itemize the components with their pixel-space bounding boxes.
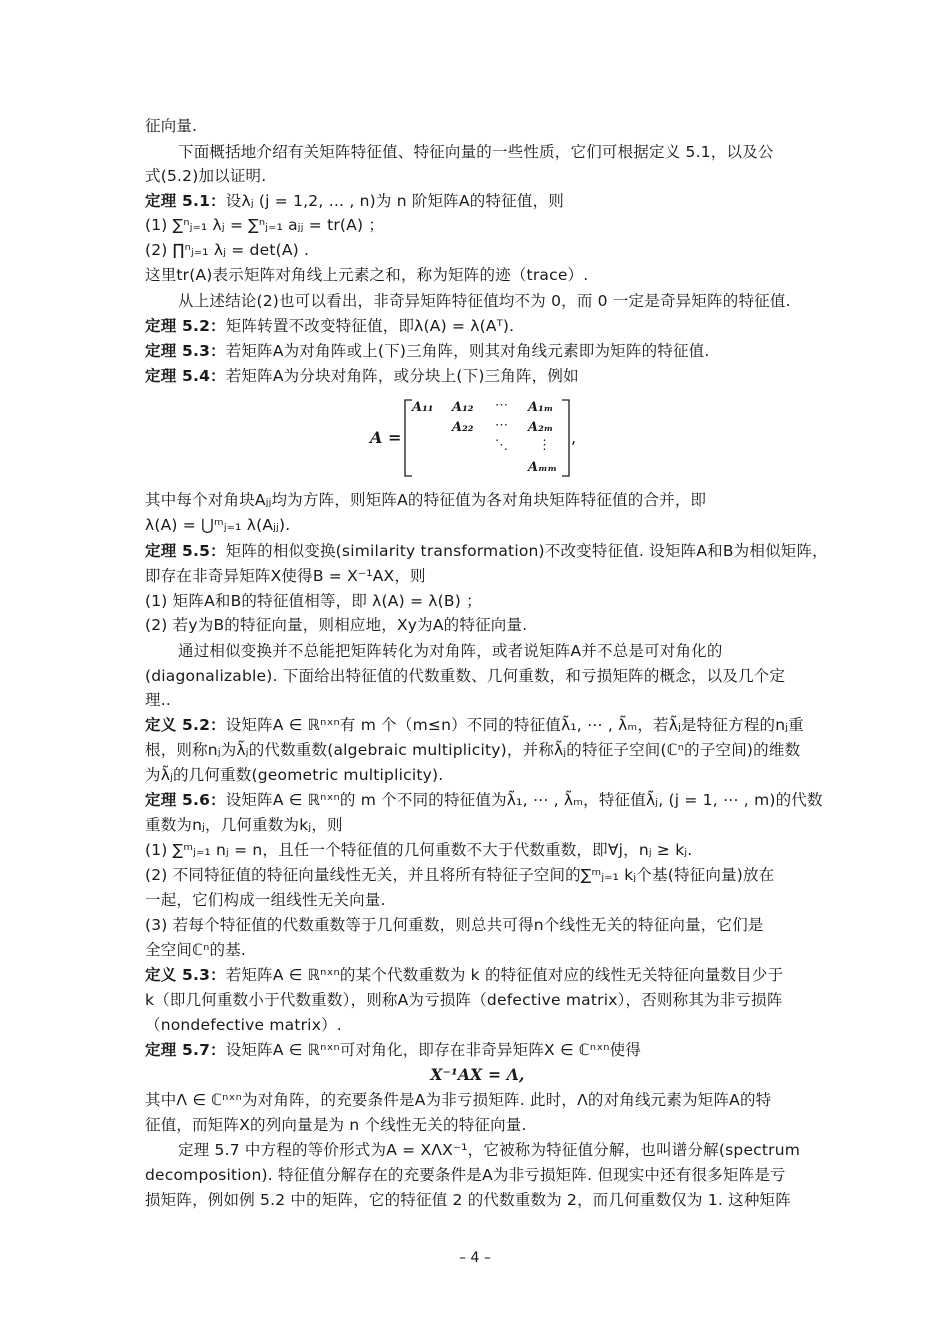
text-line: (2) 若y为B的特征向量，则相应地，Xy为A的特征向量.: [145, 616, 528, 634]
label-heading: 定义 5.3：: [145, 966, 226, 984]
text-line: (2) 不同特征值的特征向量线性无关，并且将所有特征子空间的∑ᵐⱼ₌₁ kⱼ个基(特征向量)放在: [145, 866, 775, 884]
matrix-comma: ,: [571, 428, 577, 447]
theorem-5-3: 定理 5.3：若矩阵A为对角阵或上(下)三角阵，则其对角线元素即为矩阵的特征值.: [145, 342, 710, 360]
text-line: (1) 矩阵A和B的特征值相等，即 λ(A) = λ(B) ；: [145, 592, 482, 610]
text-line: 其中每个对角块Aⱼⱼ均为方阵，则矩阵A的特征值为各对角块矩阵特征值的合并，即: [145, 491, 707, 509]
matrix-cell: A₁ₘ: [528, 400, 554, 415]
matrix-cell: A₂ₘ: [528, 420, 554, 435]
text-line: 其中Λ ∈ ℂⁿˣⁿ为对角阵，的充要条件是A为非亏损矩阵. 此时，Λ的对角线元素为矩阵A的特: [145, 1091, 772, 1109]
text-line: 全空间ℂⁿ的基.: [145, 941, 247, 959]
text-line: (1) ∑ᵐⱼ₌₁ nⱼ = n，且任一个特征值的几何重数不大于代数重数，即∀j，nⱼ ≥ kⱼ.: [145, 841, 693, 859]
text-line: 式(5.2)加以证明.: [145, 167, 267, 185]
text-line: 征向量.: [145, 117, 198, 135]
text-line: 即存在非奇异矩阵X使得B = X⁻¹AX，则: [145, 567, 426, 585]
label-heading: 定理 5.1：: [145, 192, 226, 210]
text-line: k（即几何重数小于代数重数），则称A为亏损阵（defective matrix），否则称其为非亏损阵: [145, 991, 783, 1009]
text-line: (diagonalizable). 下面给出特征值的代数重数、几何重数，和亏损矩阵的概念，以及几个定: [145, 667, 786, 685]
matrix-cell: ⋱: [495, 438, 508, 453]
text-line: 根，则称nⱼ为λ̃ⱼ的代数重数(algebraic multiplicity)，并称λ̃ⱼ的特征子空间(ℂⁿ的子空间)的维数: [145, 741, 801, 759]
matrix-cell: ⋯: [495, 418, 508, 433]
text-line: λ(A) = ⋃ᵐⱼ₌₁ λ(Aⱼⱼ).: [145, 516, 291, 534]
matrix-cell: Aₘₘ: [528, 460, 558, 475]
theorem-5-2: 定理 5.2：矩阵转置不改变特征值，即λ(A) = λ(Aᵀ).: [145, 317, 515, 335]
theorem-5-4: 定理 5.4：若矩阵A为分块对角阵，或分块上(下)三角阵，例如: [145, 367, 579, 385]
text-line: 通过相似变换并不总能把矩阵转化为对角阵，或者说矩阵A并不总是可对角化的: [178, 642, 723, 660]
text-line: 理..: [145, 691, 171, 709]
matrix-cell: ⋮: [538, 438, 551, 453]
label-heading: 定理 5.5：: [145, 542, 226, 560]
text-line: 为λ̃ⱼ的几何重数(geometric multiplicity).: [145, 766, 444, 784]
definition-5-2: 定义 5.2：设矩阵A ∈ ℝⁿˣⁿ有 m 个（m≤n）不同的特征值λ̃₁, ⋯ , λ̃ₘ，若λ̃ⱼ是特征方程的nⱼ重: [145, 716, 804, 734]
label-heading: 定理 5.4：: [145, 367, 226, 385]
label-heading: 定理 5.3：: [145, 342, 226, 360]
text-line: 一起，它们构成一组线性无关向量.: [145, 891, 386, 909]
definition-5-3: 定义 5.3：若矩阵A ∈ ℝⁿˣⁿ的某个代数重数为 k 的特征值对应的线性无关特征向量数目少于: [145, 966, 784, 984]
label-heading: 定理 5.2：: [145, 317, 226, 335]
matrix-cell: A₁₁: [412, 400, 434, 415]
text-line: 下面概括地介绍有关矩阵特征值、特征向量的一些性质，它们可根据定义 5.1，以及公: [178, 143, 774, 161]
label-heading: 定理 5.7：: [145, 1041, 226, 1059]
theorem-5-1: 定理 5.1：设λⱼ (j = 1,2, … , n)为 n 阶矩阵A的特征值，则: [145, 192, 565, 210]
matrix-cell: A₁₂: [452, 400, 474, 415]
page-number: – 4 –: [459, 1250, 491, 1266]
theorem-5-7: 定理 5.7：设矩阵A ∈ ℝⁿˣⁿ可对角化，即存在非奇异矩阵X ∈ ℂⁿˣⁿ使得: [145, 1041, 642, 1059]
matrix-cell: ⋯: [495, 398, 508, 413]
label-heading: 定理 5.6：: [145, 791, 226, 809]
theorem-5-5: 定理 5.5：矩阵的相似变换(similarity transformation)不改变特征值. 设矩阵A和B为相似矩阵，: [145, 542, 828, 560]
text-line: 损矩阵，例如例 5.2 中的矩阵，它的特征值 2 的代数重数为 2，而几何重数仅为 1. 这种矩阵: [145, 1191, 791, 1209]
text-line: 这里tr(A)表示矩阵对角线上元素之和，称为矩阵的迹（trace）.: [145, 266, 589, 284]
text-line: decomposition). 特征值分解存在的充要条件是A为非亏损矩阵. 但现实中还有很多矩阵是亏: [145, 1166, 786, 1184]
text-line: (2) ∏ⁿⱼ₌₁ λⱼ = det(A) .: [145, 241, 310, 259]
text-line: 定理 5.7 中方程的等价形式为A = XΛX⁻¹，它被称为特征值分解，也叫谱分解(spectrum: [178, 1141, 801, 1159]
block-matrix: [370, 398, 590, 478]
theorem-5-6: 定理 5.6：设矩阵A ∈ ℝⁿˣⁿ的 m 个不同的特征值为λ̃₁, ⋯ , λ̃ₘ，特征值λ̃ⱼ, (j = 1, ⋯ , m)的代数: [145, 791, 823, 809]
text-line: 从上述结论(2)也可以看出，非奇异矩阵特征值均不为 0，而 0 一定是奇异矩阵的特征值.: [178, 292, 791, 310]
text-line: （nondefective matrix）.: [145, 1016, 342, 1034]
equation: X⁻¹AX = Λ,: [430, 1065, 525, 1084]
text-line: 重数为nⱼ，几何重数为kⱼ，则: [145, 816, 343, 834]
label-heading: 定义 5.2：: [145, 716, 226, 734]
matrix-cell: A₂₂: [452, 420, 474, 435]
text-line: (3) 若每个特征值的代数重数等于几何重数，则总共可得n个线性无关的特征向量，它们是: [145, 916, 764, 934]
text-line: (1) ∑ⁿⱼ₌₁ λⱼ = ∑ⁿⱼ₌₁ aⱼⱼ = tr(A) ；: [145, 216, 385, 234]
matrix-lhs: A =: [370, 428, 402, 447]
text-line: 征值，而矩阵X的列向量是为 n 个线性无关的特征向量.: [145, 1116, 527, 1134]
